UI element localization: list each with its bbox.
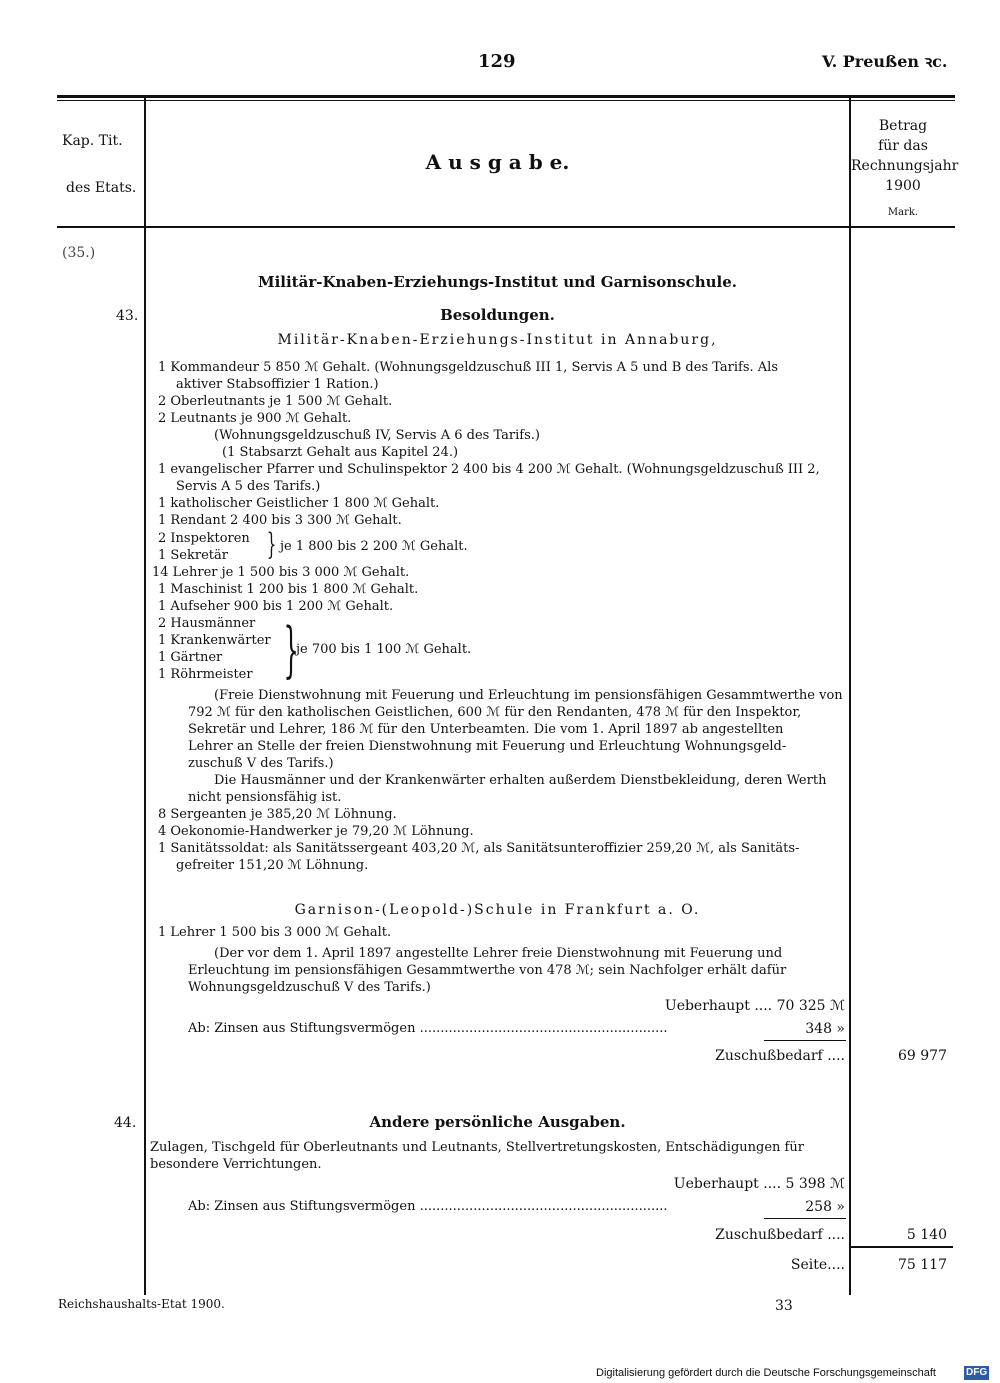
table-title: A u s g a b e. [425, 150, 570, 174]
page-number: 129 [478, 51, 516, 72]
tit43-subtitle2: Garnison-(Leopold-)Schule in Frankfurt a. O. [294, 902, 701, 918]
tit44-ab-value: 258 » [805, 1199, 845, 1215]
tit43-line-18: 1 Gärtner [158, 650, 223, 665]
tit44-line-1: besondere Verrichtungen. [150, 1157, 322, 1172]
dfg-logo: DFG [966, 1367, 988, 1378]
tit44-ueberhaupt: Ueberhaupt .... 5 398 ℳ [673, 1176, 845, 1192]
tit43-line-14: 1 Maschinist 1 200 bis 1 800 ℳ Gehalt. [158, 582, 419, 597]
tit43-line-7: Servis A 5 des Tarifs.) [176, 479, 321, 494]
tit43-line2-3: Wohnungsgeldzuschuß V des Tarifs.) [188, 980, 431, 995]
tit43-ab-label: Ab: Zinsen aus Stiftungsvermögen ............................................................ [188, 1021, 668, 1036]
col-kap-tit: Kap. Tit. [62, 133, 123, 149]
tit43-zuschuss-label: Zuschußbedarf .... [715, 1048, 845, 1064]
tit43-line-0: 1 Kommandeur 5 850 ℳ Gehalt. (Wohnungsgeldzuschuß III 1, Servis A 5 und B des Tarifs. Als [158, 360, 778, 375]
betrag-l1: Betrag [878, 118, 928, 134]
betrag-unit: Mark. [887, 207, 919, 218]
sum-rule [764, 1040, 846, 1041]
tit43-line-10: 2 Inspektoren [158, 531, 250, 546]
kap-ref: (35.) [62, 245, 96, 261]
tit43-number: 43. [116, 308, 139, 324]
tit43-line-27: nicht pensionsfähig ist. [188, 790, 342, 805]
right-column-divider [849, 97, 851, 1295]
tit43-line2-1: (Der vor dem 1. April 1897 angestellte Lehrer freie Dienstwohnung mit Feuerung und [214, 946, 783, 961]
tit43-line-23: Sekretär und Lehrer, 186 ℳ für den Unterbeamten. Die vom 1. April 1897 ab angestellten [188, 722, 784, 737]
tit43-line2-2: Erleuchtung im pensionsfähigen Gesammtwerthe von 478 ℳ; sein Nachfolger erhält dafür [188, 963, 787, 978]
tit43-line-1: aktiver Stabsoffizier 1 Ration.) [176, 377, 379, 392]
tit43-line-20: je 700 bis 1 100 ℳ Gehalt. [296, 642, 472, 657]
tit43-zuschuss-amount: 69 977 [898, 1048, 947, 1064]
dfg-credit: Digitalisierung gefördert durch die Deutsche Forschungsgemeinschaft [596, 1367, 936, 1379]
tit43-ab-value: 348 » [805, 1021, 845, 1037]
tit43-title: Besoldungen. [440, 306, 555, 324]
tit43-line-26: Die Hausmänner und der Krankenwärter erhalten außerdem Dienstbekleidung, deren Werth [214, 773, 827, 788]
tit44-zuschuss-label: Zuschußbedarf .... [715, 1227, 845, 1243]
tit43-line-29: 4 Oekonomie-Handwerker je 79,20 ℳ Löhnung. [158, 824, 474, 839]
tit43-line-17: 1 Krankenwärter [158, 633, 271, 648]
tit43-line-5: (1 Stabsarzt Gehalt aus Kapitel 24.) [222, 445, 459, 460]
top-rule-thin [57, 100, 955, 101]
footer-etat: Reichshaushalts-Etat 1900. [58, 1297, 225, 1311]
tit43-line-19: 1 Röhrmeister [158, 667, 253, 682]
tit43-line-8: 1 katholischer Geistlicher 1 800 ℳ Gehalt. [158, 496, 440, 511]
tit43-line-9: 1 Rendant 2 400 bis 3 300 ℳ Gehalt. [158, 513, 402, 528]
tit43-line-28: 8 Sergeanten je 385,20 ℳ Löhnung. [158, 807, 397, 822]
tit43-line-25: zuschuß V des Tarifs.) [188, 756, 334, 771]
brace-icon: } [266, 527, 277, 562]
tit43-line-22: 792 ℳ für den katholischen Geistlichen, 600 ℳ für den Rendanten, 478 ℳ für den Inspektor, [188, 705, 802, 720]
tit43-line-21: (Freie Dienstwohnung mit Feuerung und Erleuchtung im pensionsfähigen Gesammtwerthe von [214, 688, 843, 703]
tit43-line-6: 1 evangelischer Pfarrer und Schulinspektor 2 400 bis 4 200 ℳ Gehalt. (Wohnungsgeldzuschuß III 2, [158, 462, 820, 477]
tit44-title: Andere persönliche Ausgaben. [369, 1113, 626, 1131]
footer-page: 33 [775, 1298, 793, 1314]
tit43-line-3: 2 Leutnants je 900 ℳ Gehalt. [158, 411, 352, 426]
tit43-line-30: 1 Sanitätssoldat: als Sanitätssergeant 403,20 ℳ, als Sanitätsunteroffizier 259,20 ℳ, als Sanitäts- [158, 841, 800, 856]
tit43-line-15: 1 Aufseher 900 bis 1 200 ℳ Gehalt. [158, 599, 394, 614]
tit44-ab-label: Ab: Zinsen aus Stiftungsvermögen ............................................................ [188, 1199, 668, 1214]
tit43-subtitle: Militär-Knaben-Erziehungs-Institut in Annaburg, [277, 332, 718, 348]
betrag-l3: Rechnungsjahr [851, 158, 959, 174]
betrag-l2: für das [878, 138, 928, 154]
tit43-line-2: 2 Oberleutnants je 1 500 ℳ Gehalt. [158, 394, 393, 409]
col-des-etats: des Etats. [66, 180, 137, 196]
tit44-zuschuss-amount: 5 140 [906, 1227, 947, 1243]
header-bottom-rule [57, 226, 955, 228]
section-title: Militär-Knaben-Erziehungs-Institut und Garnisonschule. [257, 273, 738, 291]
tit43-line-13: 14 Lehrer je 1 500 bis 3 000 ℳ Gehalt. [152, 565, 410, 580]
tit44-line-0: Zulagen, Tischgeld für Oberleutnants und Leutnants, Stellvertretungskosten, Entschädigungen für [150, 1140, 804, 1155]
seite-label: Seite.... [790, 1257, 845, 1273]
tit44-number: 44. [114, 1115, 137, 1131]
tit43-line-11: 1 Sekretär [158, 548, 228, 563]
brace-icon: } [283, 615, 299, 685]
betrag-l4: 1900 [885, 178, 921, 194]
tit43-line-4: (Wohnungsgeldzuschuß IV, Servis A 6 des Tarifs.) [214, 428, 540, 443]
top-rule [57, 95, 955, 98]
seite-amount: 75 117 [898, 1257, 947, 1273]
tit43-line-16: 2 Hausmänner [158, 616, 256, 631]
tit43-ueberhaupt: Ueberhaupt .... 70 325 ℳ [664, 998, 845, 1014]
tit43-line-31: gefreiter 151,20 ℳ Löhnung. [176, 858, 369, 873]
sum-rule [764, 1218, 846, 1219]
tit43-line-24: Lehrer an Stelle der freien Dienstwohnung mit Feuerung und Erleuchtung Wohnungsgeld- [188, 739, 787, 754]
section-heading: V. Preußen ꝛc. [822, 52, 948, 71]
tit43-line2-0: 1 Lehrer 1 500 bis 3 000 ℳ Gehalt. [158, 925, 392, 940]
tit43-line-12: je 1 800 bis 2 200 ℳ Gehalt. [280, 539, 468, 554]
total-rule [849, 1246, 953, 1248]
